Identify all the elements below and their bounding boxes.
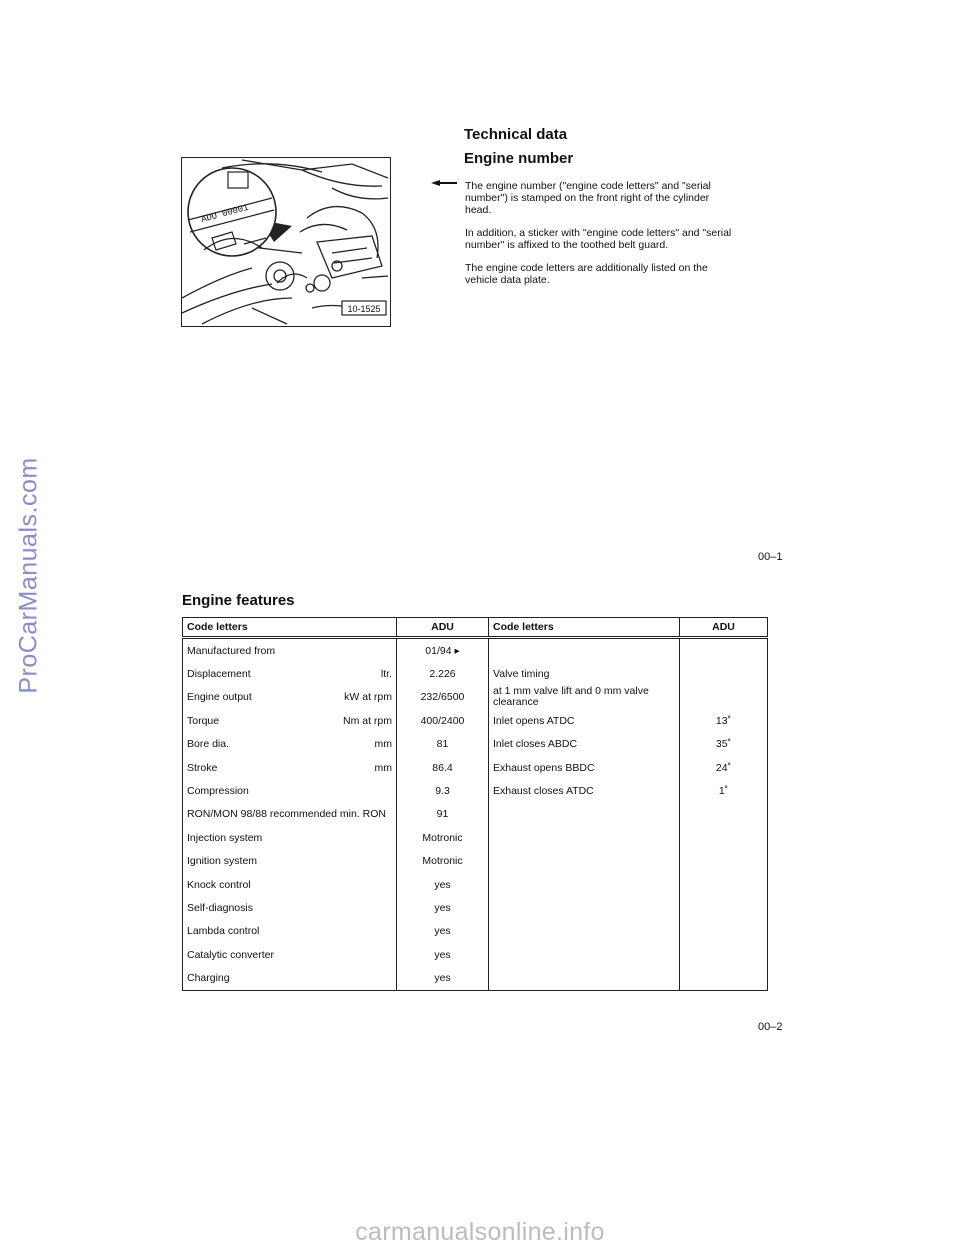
- engine-features-table: [182, 617, 768, 991]
- feature-label: Torque: [187, 714, 220, 727]
- feature-label: Injection system: [187, 831, 263, 844]
- paragraph-sticker: In addition, a sticker with "engine code letters" and "serial number" is affixed to the toothed belt guard.: [465, 227, 732, 251]
- feature-value: 86.4: [397, 756, 489, 779]
- timing-label: [489, 873, 680, 896]
- feature-label-cell: [183, 966, 397, 990]
- feature-label-cell: [183, 803, 397, 826]
- feature-value: yes: [397, 896, 489, 919]
- timing-value: [680, 966, 768, 990]
- feature-label: Manufactured from: [187, 644, 276, 657]
- timing-value: [680, 943, 768, 966]
- timing-label: [489, 966, 680, 990]
- table-row: [183, 662, 768, 685]
- feature-value: yes: [397, 966, 489, 990]
- timing-label: [489, 920, 680, 943]
- feature-label-cell: [183, 756, 397, 779]
- feature-value: 400/2400: [397, 709, 489, 732]
- timing-value: 13˚: [680, 709, 768, 732]
- feature-label-cell: [183, 638, 397, 663]
- page-title: Technical data: [464, 126, 568, 143]
- feature-label-cell: [183, 850, 397, 873]
- paragraph-vehicle-data-plate: The engine code letters are additionally listed on the vehicle data plate.: [465, 262, 708, 286]
- engine-drawing: [182, 158, 390, 326]
- timing-label: [489, 896, 680, 919]
- timing-label: Exhaust opens BBDC: [489, 756, 680, 779]
- feature-value: yes: [397, 920, 489, 943]
- arrow-pointer-icon: [431, 180, 457, 186]
- feature-unit: mm: [374, 738, 392, 751]
- feature-label-cell: [183, 686, 397, 709]
- feature-label: Lambda control: [187, 925, 260, 938]
- timing-value: [680, 920, 768, 943]
- paragraph-engine-number: The engine number ("engine code letters" and "serial number") is stamped on the front right of the cylinder head.: [465, 180, 711, 216]
- timing-value: [680, 850, 768, 873]
- table-body: [183, 638, 768, 991]
- timing-label: at 1 mm valve lift and 0 mm valve clearance: [489, 686, 680, 709]
- feature-value: yes: [397, 943, 489, 966]
- table-row: [183, 896, 768, 919]
- table-row: [183, 638, 768, 663]
- feature-value: 81: [397, 733, 489, 756]
- table-row: [183, 803, 768, 826]
- bottom-watermark: carmanualsonline.info: [355, 1218, 605, 1246]
- stamp-text: ADU 00001: [200, 202, 250, 225]
- table-row: [183, 709, 768, 732]
- feature-label-cell: [183, 779, 397, 802]
- page-number-2: 00–2: [758, 1021, 783, 1033]
- timing-label: Inlet opens ATDC: [489, 709, 680, 732]
- timing-label: Exhaust closes ATDC: [489, 779, 680, 802]
- section-heading-engine-number: Engine number: [464, 150, 574, 167]
- timing-label: Valve timing: [489, 662, 680, 685]
- feature-label: Compression: [187, 785, 249, 798]
- feature-label-cell: [183, 920, 397, 943]
- table-row: [183, 686, 768, 709]
- feature-label: Displacement: [187, 668, 251, 681]
- feature-label: Self-diagnosis: [187, 901, 253, 914]
- timing-value: [680, 662, 768, 685]
- timing-value: [680, 686, 768, 709]
- table-row: [183, 756, 768, 779]
- feature-label-cell: [183, 873, 397, 896]
- feature-value: 91: [397, 803, 489, 826]
- timing-label: [489, 638, 680, 663]
- feature-label: Ignition system: [187, 855, 258, 868]
- timing-value: [680, 873, 768, 896]
- timing-value: [680, 896, 768, 919]
- timing-label: [489, 826, 680, 849]
- timing-value: 1˚: [680, 779, 768, 802]
- table-row: [183, 779, 768, 802]
- feature-label-cell: [183, 826, 397, 849]
- engine-illustration: [181, 157, 391, 327]
- timing-value: [680, 803, 768, 826]
- timing-value: 35˚: [680, 733, 768, 756]
- feature-value: Motronic: [397, 826, 489, 849]
- feature-value: 2.226: [397, 662, 489, 685]
- feature-unit: mm: [374, 761, 392, 774]
- table-row: [183, 733, 768, 756]
- header-adu-1: ADU: [397, 618, 489, 638]
- feature-label-cell: [183, 896, 397, 919]
- timing-label: [489, 850, 680, 873]
- feature-label-cell: [183, 733, 397, 756]
- feature-label-cell: [183, 709, 397, 732]
- feature-label: Knock control: [187, 878, 251, 891]
- table-row: [183, 966, 768, 990]
- header-code-letters-1: Code letters: [183, 618, 397, 638]
- feature-unit: ltr.: [380, 668, 392, 681]
- feature-label: RON/MON 98/88 recommended min. RON: [187, 808, 386, 821]
- timing-label: [489, 943, 680, 966]
- table-row: [183, 920, 768, 943]
- table-row: [183, 850, 768, 873]
- feature-label-cell: [183, 662, 397, 685]
- side-watermark: [14, 360, 44, 790]
- table-row: [183, 826, 768, 849]
- header-code-letters-2: Code letters: [489, 618, 680, 638]
- feature-label: Charging: [187, 972, 230, 985]
- timing-value: [680, 826, 768, 849]
- side-watermark-text: ProCarManuals.com: [14, 456, 43, 694]
- feature-label: Catalytic converter: [187, 948, 274, 961]
- feature-unit: kW at rpm: [344, 691, 392, 704]
- table-row: [183, 943, 768, 966]
- feature-value: 01/94 ▸: [397, 638, 489, 663]
- feature-value: 232/6500: [397, 686, 489, 709]
- feature-label: Stroke: [187, 761, 218, 774]
- table-header-row: [183, 618, 768, 638]
- feature-value: Motronic: [397, 850, 489, 873]
- timing-value: [680, 638, 768, 663]
- feature-label: Engine output: [187, 691, 252, 704]
- timing-label: Inlet closes ABDC: [489, 733, 680, 756]
- feature-value: 9.3: [397, 779, 489, 802]
- header-adu-2: ADU: [680, 618, 768, 638]
- feature-unit: Nm at rpm: [342, 714, 392, 727]
- page-number-1: 00–1: [758, 551, 783, 563]
- section-heading-engine-features: Engine features: [182, 592, 295, 609]
- feature-label-cell: [183, 943, 397, 966]
- feature-value: yes: [397, 873, 489, 896]
- feature-label: Bore dia.: [187, 738, 230, 751]
- timing-label: [489, 803, 680, 826]
- figure-code: 10-1525: [347, 304, 381, 314]
- table-row: [183, 873, 768, 896]
- timing-value: 24˚: [680, 756, 768, 779]
